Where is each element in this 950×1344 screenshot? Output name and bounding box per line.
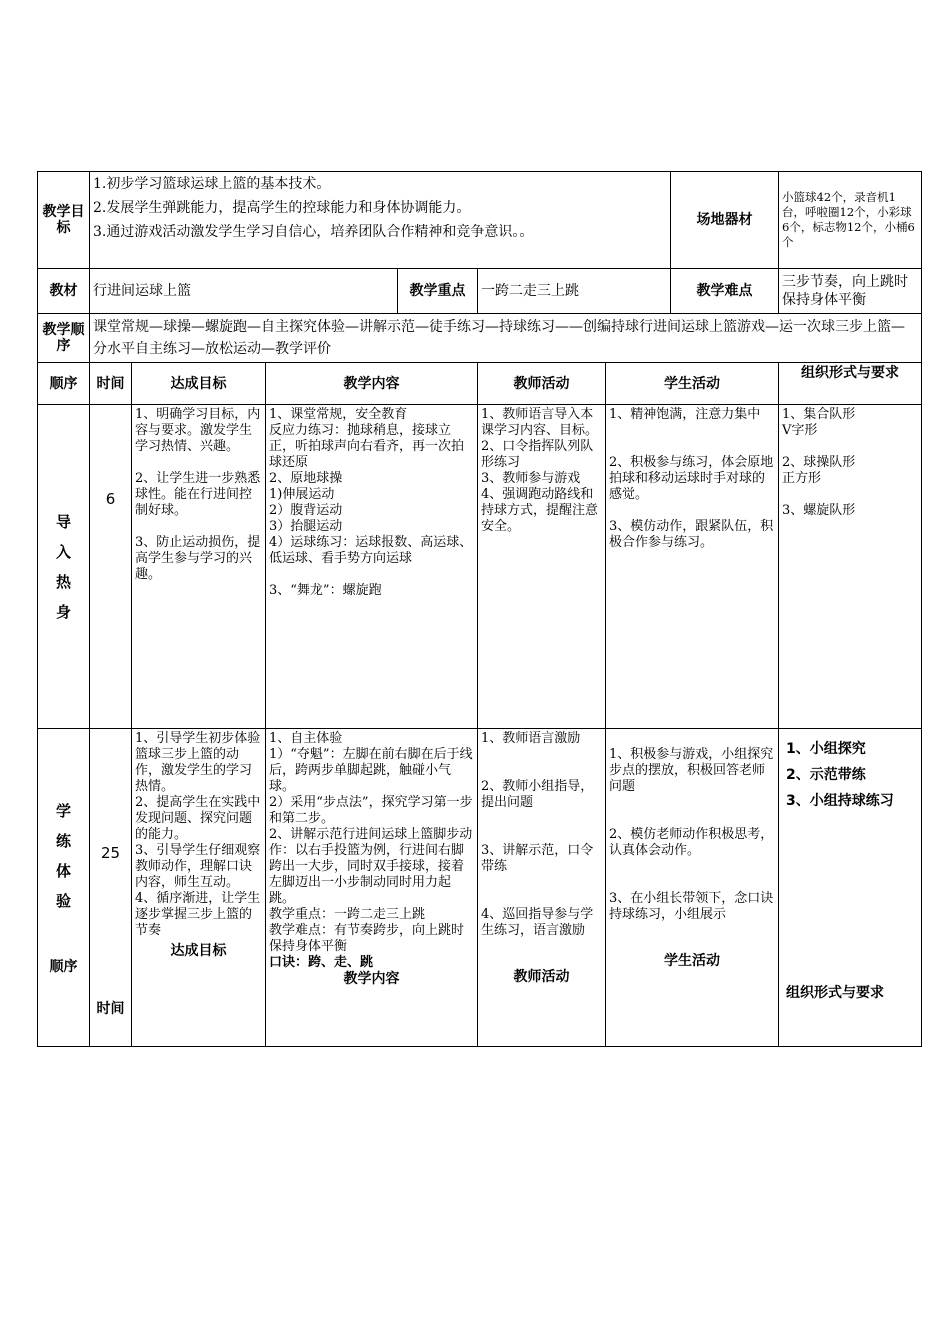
warmup-teacher: 1、教师语言导入本课学习内容、目标。 2、口令指挥队列队形练习 3、教师参与游戏 4、强调跑动路线和持球方式，提醒注意安全。 xyxy=(478,405,606,729)
warmup-time: 6 xyxy=(90,405,132,729)
venue-text: 小篮球42个，录音机1台，呼啦圈12个，小彩球6个，标志物12个，小桶6个 xyxy=(779,172,922,269)
key-point-value: 一跨二走三上跳 xyxy=(478,269,671,314)
practice-org: 1、小组探究 2、示范带练 3、小组持球练习 组织形式与要求 xyxy=(779,729,922,1047)
practice-teacher: 1、教师语言激励 2、教师小组指导，提出问题 3、讲解示范，口令带练 4、巡回指导参与学生练习，语言激励 教师活动 xyxy=(478,729,606,1047)
practice-time: 25 时间 xyxy=(90,729,132,1047)
header-teacher: 教师活动 xyxy=(478,363,606,405)
difficulty-label: 教学难点 xyxy=(671,269,779,314)
header-org: 组织形式与要求 xyxy=(779,363,922,405)
warmup-stage: 导 入 热 身 xyxy=(38,405,90,729)
warmup-goal: 1、明确学习目标，内容与要求。激发学生学习热情、兴趣。 2、让学生进一步熟悉球性。能在行进间控制好球。 3、防止运动损伤，提高学生参与学习的兴趣。 xyxy=(132,405,266,729)
objectives-label: 教学目标 xyxy=(38,172,90,269)
material-label: 教材 xyxy=(38,269,90,314)
header-goal: 达成目标 xyxy=(132,363,266,405)
sequence-label: 教学顺序 xyxy=(38,314,90,363)
practice-student: 1、积极参与游戏，小组探究步点的摆放，积极回答老师问题 2、模仿老师动作积极思考，认真体会动作。 3、在小组长带领下，念口诀持球练习，小组展示 学生活动 xyxy=(606,729,779,1047)
lesson-plan-table xyxy=(37,171,922,1047)
lesson-plan xyxy=(37,171,921,1047)
practice-stage: 学 练 体 验 顺序 xyxy=(38,729,90,1047)
footer-goal: 达成目标 xyxy=(170,943,227,959)
warmup-org: 1、集合队形 V字形 2、球操队形 正方形 3、螺旋队形 xyxy=(779,405,922,729)
warmup-content: 1、课堂常规，安全教育 反应力练习：抛球稍息，接球立正，听拍球声向右看齐，再一次拍球还原 2、原地球操 1)伸展运动 2）腹背运动 3）抬腿运动 4）运球练习：运球报数、高运球、低运球、看手势方向运球 3、“舞龙”：螺旋跑 xyxy=(266,405,478,729)
footer-order: 顺序 xyxy=(49,959,78,975)
practice-goal: 1、引导学生初步体验篮球三步上篮的动作，激发学生的学习热情。 2、提高学生在实践中发现问题、探究问题的能力。 3、引导学生仔细观察教师动作，理解口诀内容，师生互动。 4、循序渐进，让学生逐步掌握三步上篮的节奏 达成目标 xyxy=(132,729,266,1047)
difficulty-value: 三步节奏，向上跳时保持身体平衡 xyxy=(779,269,922,314)
header-time: 时间 xyxy=(90,363,132,405)
footer-time: 时间 xyxy=(96,1001,125,1017)
key-point-label: 教学重点 xyxy=(398,269,478,314)
material-value: 行进间运球上篮 xyxy=(90,269,398,314)
mnemonic: 口诀：跨、走、跳 xyxy=(269,955,374,970)
header-order: 顺序 xyxy=(38,363,90,405)
venue-label: 场地器材 xyxy=(671,172,779,269)
warmup-student: 1、精神饱满，注意力集中 2、积极参与练习，体会原地拍球和移动运球时手对球的感觉。 3、模仿动作，跟紧队伍，积极合作参与练习。 xyxy=(606,405,779,729)
footer-content: 教学内容 xyxy=(343,971,400,987)
objectives-text: 1.初步学习篮球运球上篮的基本技术。 2.发展学生弹跳能力，提高学生的控球能力和身体协调能力。 3.通过游戏活动激发学生学习自信心，培养团队合作精神和竞争意识。。 xyxy=(90,172,671,269)
footer-org: 组织形式与要求 xyxy=(786,985,885,1001)
header-content: 教学内容 xyxy=(266,363,478,405)
sequence-text: 课堂常规—球操—螺旋跑—自主探究体验—讲解示范—徒手练习—持球练习——创编持球行进间运球上篮游戏—运一次球三步上篮—分水平自主练习—放松运动—教学评价 xyxy=(90,314,922,363)
header-student: 学生活动 xyxy=(606,363,779,405)
practice-content: 1、自主体验 1）“夺魁”：左脚在前右脚在后于线后，跨两步单脚起跳，触碰小气球。 2）采用“步点法”，探究学习第一步和第二步。 2、讲解示范行进间运球上篮脚步动作：以右手投篮为例，行进间右脚跨出一大步，同时双手接球，接着左脚迈出一小步制动同时用力起跳。 教学重点：一跨二走三上跳 教学难点：有节奏跨步，向上跳时保持身体平衡 口诀：跨、走、跳 教学内容 xyxy=(266,729,478,1047)
footer-student: 学生活动 xyxy=(664,953,720,969)
footer-teacher: 教师活动 xyxy=(513,969,570,985)
